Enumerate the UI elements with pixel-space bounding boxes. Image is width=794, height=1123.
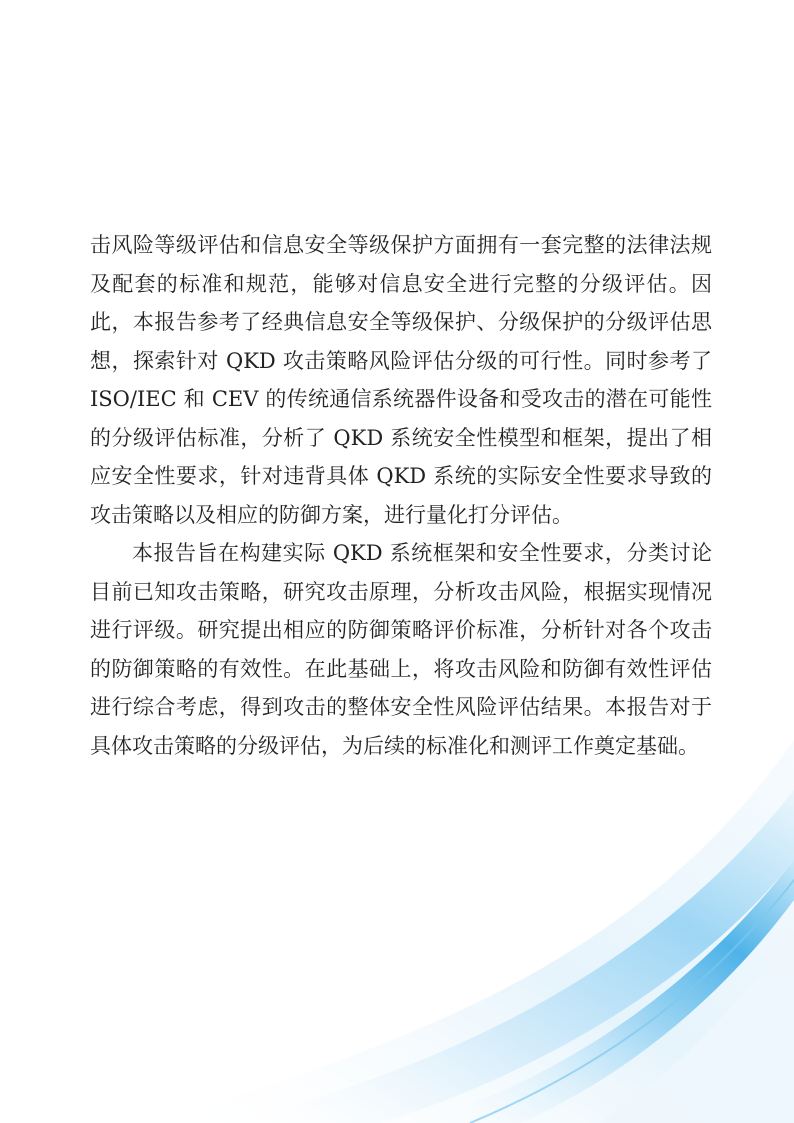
paragraph-1: 击风险等级评估和信息安全等级保护方面拥有一套完整的法律法规及配套的标准和规范，能够对信息安全进行完整的分级评估。因此，本报告参考了经典信息安全等级保护、分级保护的分级评估思想，探索针对 QKD 攻击策略风险评估分级的可行性。同时参考了 ISO/IEC 和 CEV 的传统通信系统器件设备和受攻击的潜在可能性的分级评估标准，分析了 QKD 系统安全性模型和框架，提出了相应安全性要求，针对违背具体 QKD 系统的实际安全性要求导致的攻击策略以及相应的防御方案，进行量化打分评估。 xyxy=(90,233,712,527)
paragraph-2: 本报告旨在构建实际 QKD 系统框架和安全性要求，分类讨论目前已知攻击策略，研究攻击原理，分析攻击风险，根据实现情况进行评级。研究提出相应的防御策略评价标准，分析针对各个攻击的防御策略的有效性。在此基础上，将攻击风险和防御有效性评估进行综合考虑，得到攻击的整体安全性风险评估结果。本报告对于具体攻击策略的分级评估，为后续的标准化和测评工作奠定基础。 xyxy=(90,541,712,758)
body-text xyxy=(90,226,712,765)
